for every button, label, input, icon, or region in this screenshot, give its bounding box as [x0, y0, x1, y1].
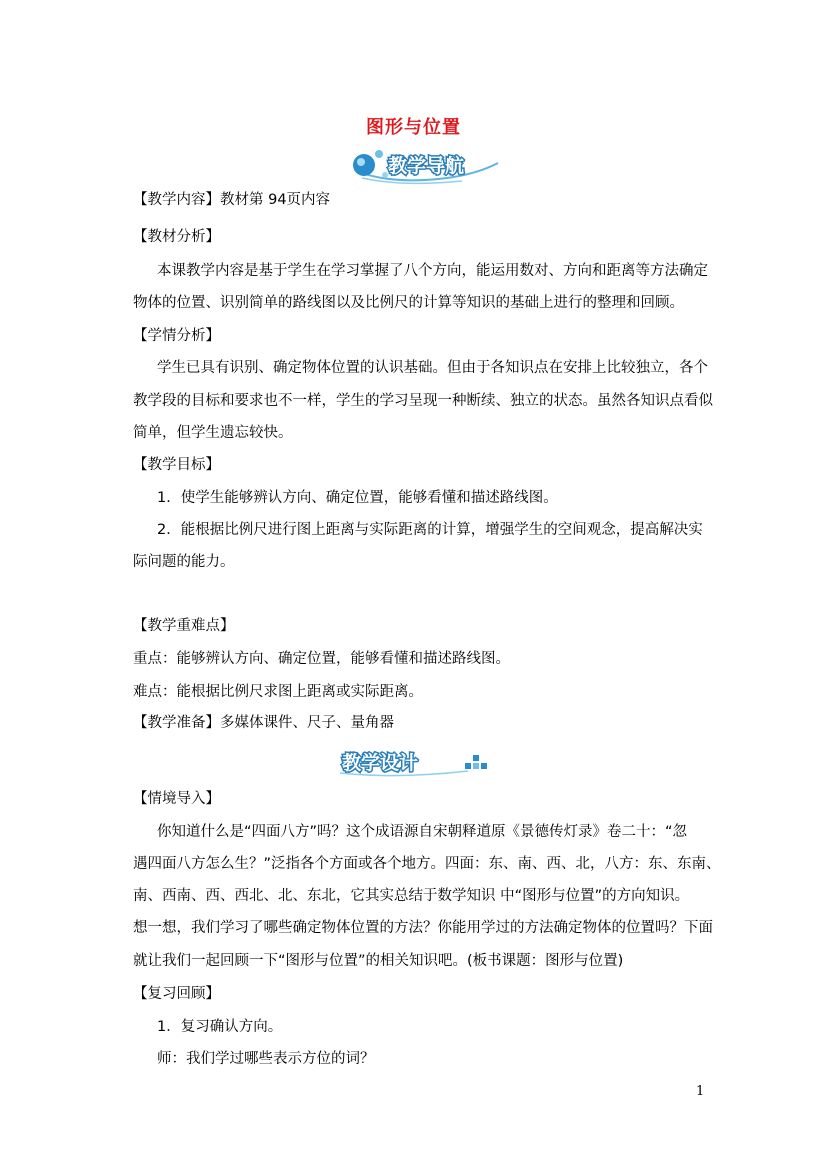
- teaching-design-label: 教学设计: [342, 752, 419, 774]
- paragraph-line: 教学段的目标和要求也不一样，学生的学习呈现一种断续、独立的状态。虽然各知识点看似: [133, 393, 713, 409]
- review-item: 1．复习确认方向。: [157, 1019, 283, 1035]
- heading-student-analysis: 【学情分析】: [133, 328, 220, 344]
- square-dot-icon: [473, 755, 479, 761]
- goal-item: 2．能根据比例尺进行图上距离与实际距离的计算，增强学生的空间观念，提高解决实: [157, 522, 703, 538]
- paragraph-line: 就让我们一起回顾一下“图形与位置”的相关知识吧。(板书课题：图形与位置): [133, 953, 624, 969]
- blue-bubble-icon: [353, 154, 375, 176]
- paragraph-line: 物体的位置、识别简单的路线图以及比例尺的计算等知识的基础上进行的整理和回顾。: [133, 295, 684, 311]
- goal-item-continuation: 际问题的能力。: [133, 554, 235, 570]
- heading-teaching-goals: 【教学目标】: [133, 457, 220, 473]
- teaching-guide-banner-graphic: [352, 145, 502, 187]
- teaching-design-banner: [338, 745, 498, 785]
- line-teaching-content: 【教学内容】教材第 94页内容: [133, 192, 331, 208]
- line-teaching-prep: 【教学准备】多媒体课件、尺子、量角器: [133, 715, 394, 731]
- heading-key-points: 【教学重难点】: [133, 618, 235, 634]
- paragraph-line: 想一想，我们学习了哪些确定物体位置的方法？你能用学过的方法确定物体的位置吗？下面: [133, 920, 713, 936]
- teaching-guide-banner: [352, 145, 502, 191]
- page-title: 图形与位置: [366, 117, 461, 138]
- heading-review: 【复习回顾】: [133, 986, 220, 1002]
- teaching-guide-label: 教学导航: [388, 155, 465, 177]
- teacher-question: 师：我们学过哪些表示方位的词？: [157, 1051, 375, 1067]
- heading-material-analysis: 【教材分析】: [133, 229, 220, 245]
- difficult-point: 难点：能根据比例尺求图上距离或实际距离。: [133, 684, 423, 700]
- key-point: 重点：能够辨认方向、确定位置，能够看懂和描述路线图。: [133, 651, 510, 667]
- paragraph-line: 你知道什么是“四面八方”吗？这个成语源自宋朝释道原《景德传灯录》卷二十：“忽: [157, 824, 688, 840]
- paragraph-line: 本课教学内容是基于学生在学习掌握了八个方向，能运用数对、方向和距离等方法确定: [157, 263, 708, 279]
- paragraph-line: 简单，但学生遗忘较快。: [133, 425, 293, 441]
- goal-item: 1．使学生能够辨认方向、确定位置，能够看懂和描述路线图。: [157, 490, 558, 506]
- page-number: 1: [696, 1084, 705, 1099]
- heading-scene-intro: 【情境导入】: [133, 791, 220, 807]
- teaching-design-banner-graphic: [338, 745, 498, 781]
- paragraph-line: 遇四面八方怎么生？”泛指各个方面或各个地方。四面：东、南、西、北，八方：东、东南、: [133, 856, 721, 872]
- paragraph-line: 南、西南、西、西北、北、东北，它其实总结于数学知识 中“图形与位置”的方向知识。: [133, 888, 690, 904]
- paragraph-line: 学生已具有识别、确定物体位置的认识基础。但由于各知识点在安排上比较独立，各个: [157, 360, 708, 376]
